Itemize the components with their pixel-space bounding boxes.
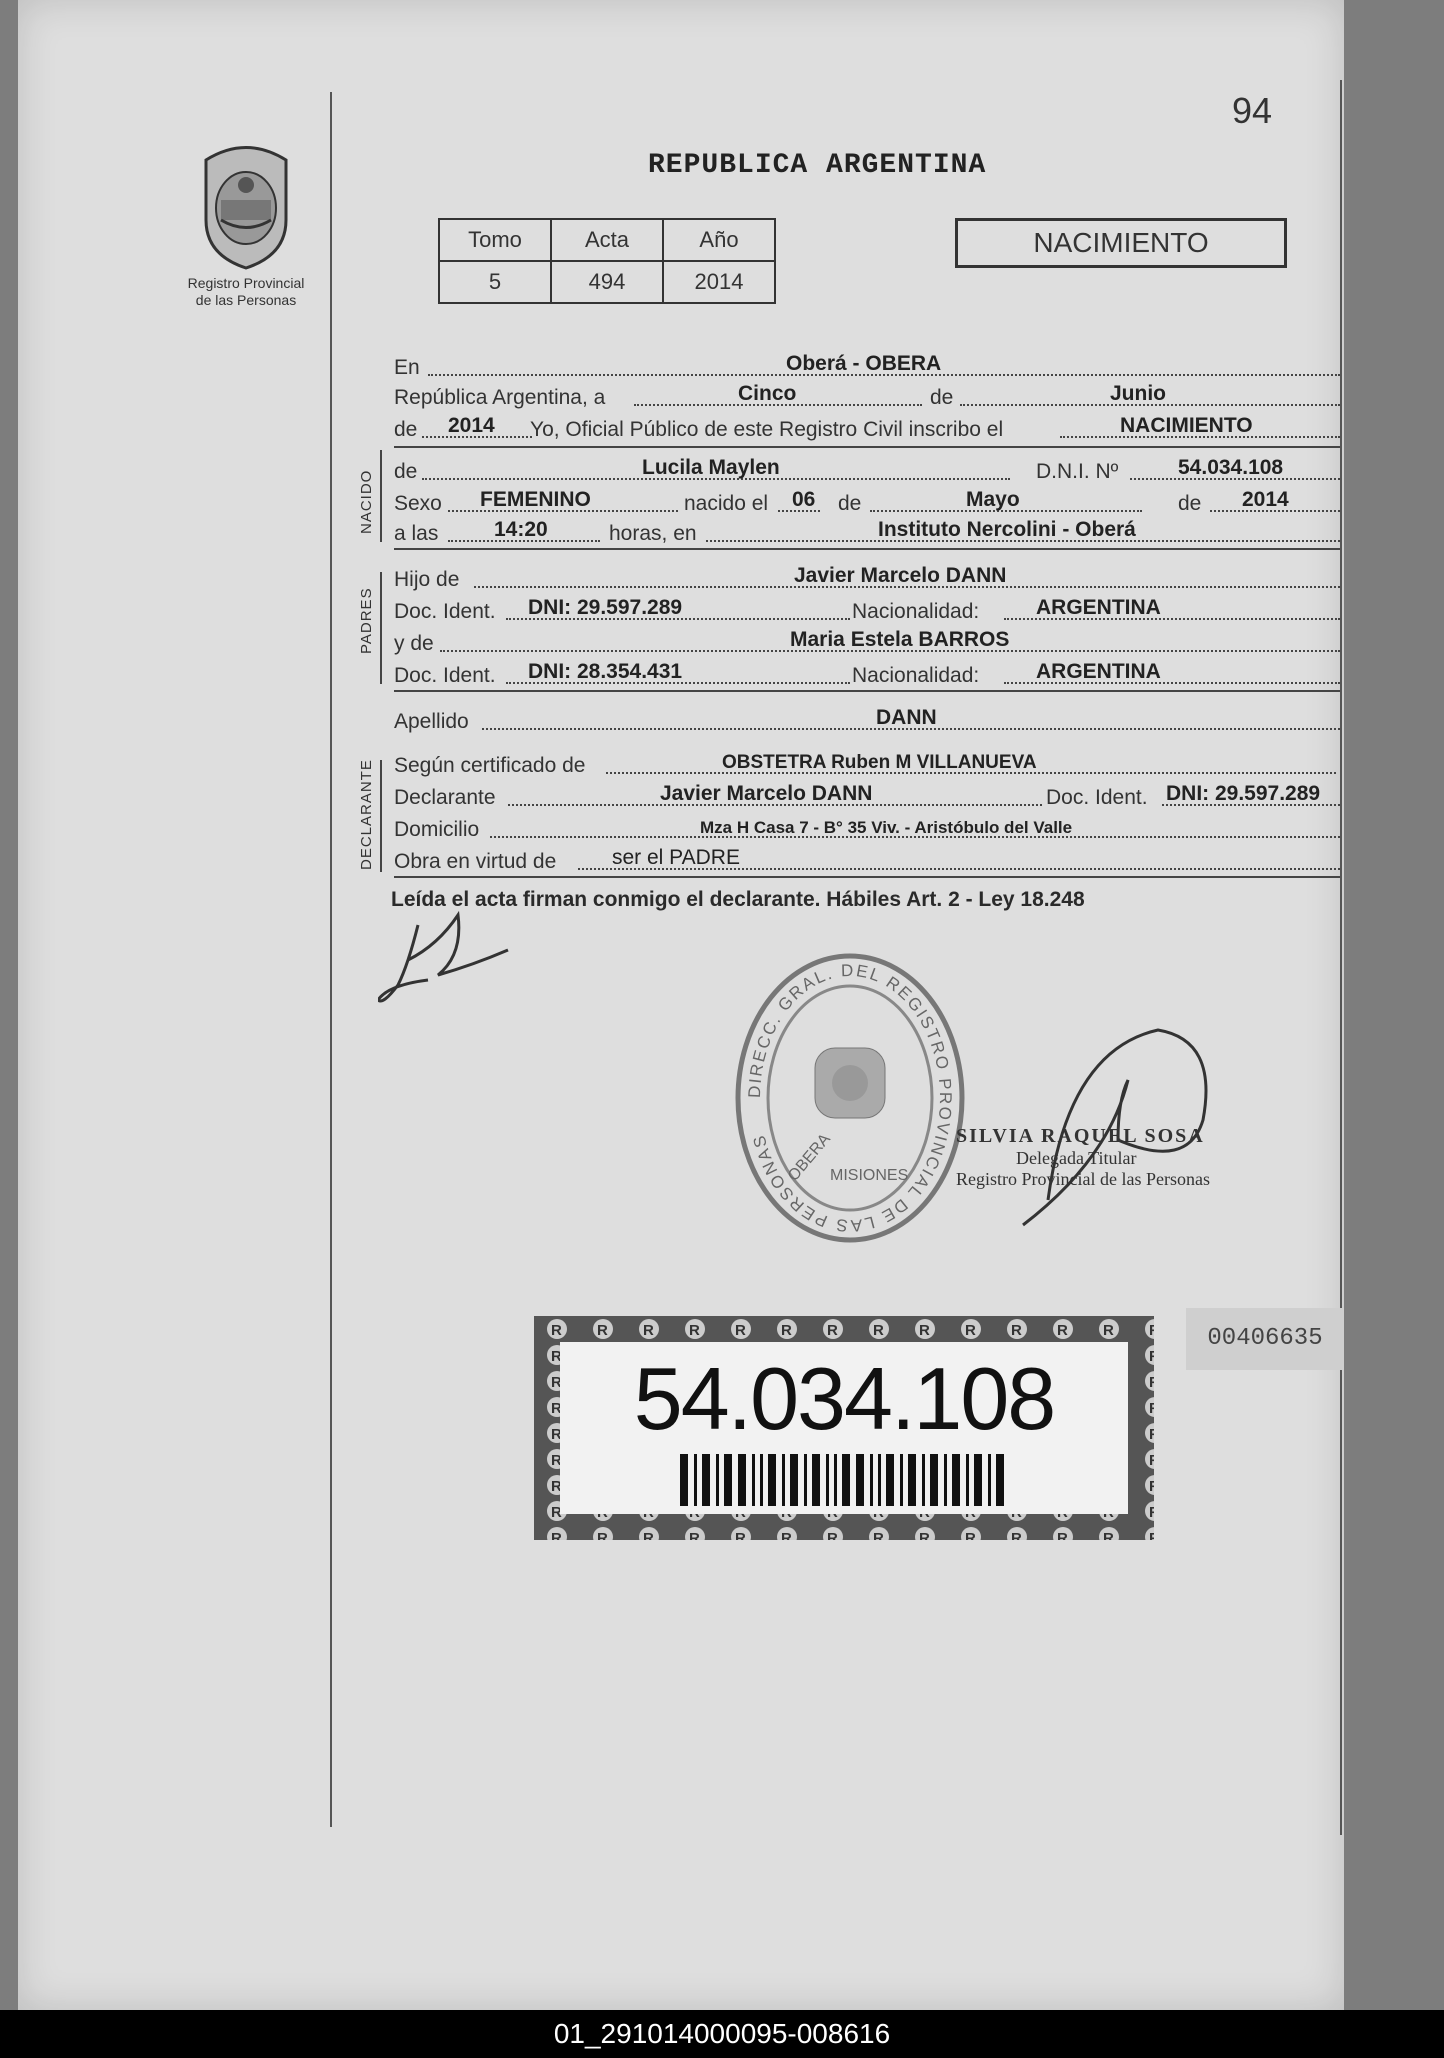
row-father xyxy=(394,564,1340,594)
value-father: Javier Marcelo DANN xyxy=(794,564,1007,587)
padres-bracket xyxy=(380,572,382,684)
left-margin-line xyxy=(330,92,332,1827)
row-obra xyxy=(394,846,1340,876)
row-certificado xyxy=(394,750,1340,780)
divider xyxy=(394,446,1340,448)
label-domicilio: Domicilio xyxy=(394,818,480,841)
value-domicilio: Mza H Casa 7 - B° 35 Viv. - Aristóbulo del Valle xyxy=(700,818,1073,837)
label-de-nacido: de xyxy=(394,460,418,483)
logo-line-1: Registro Provincial xyxy=(187,275,305,291)
value-father-nat: ARGENTINA xyxy=(1036,596,1161,619)
label-de-year: de xyxy=(394,418,418,441)
row-nacido-time xyxy=(394,518,1340,548)
divider xyxy=(394,548,1340,550)
label-mother-doc: Doc. Ident. xyxy=(394,664,496,687)
label-father-nat: Nacionalidad: xyxy=(852,600,980,623)
barcode-icon xyxy=(680,1454,1010,1506)
row-place xyxy=(394,352,1340,382)
statement-text: Yo, Oficial Público de este Registro Civil inscribo el xyxy=(530,418,1004,441)
signer-signature-icon xyxy=(1008,1010,1228,1230)
value-certificado: OBSTETRA Ruben M VILLANUEVA xyxy=(722,752,1037,773)
page-number: 94 xyxy=(1231,90,1272,131)
value-birth-month: Mayo xyxy=(966,488,1020,511)
value-acta: 494 xyxy=(551,261,663,303)
label-a-las: a las xyxy=(394,522,439,545)
value-anio: 2014 xyxy=(663,261,775,303)
value-nacido-name: Lucila Maylen xyxy=(642,456,780,479)
signer-role: Delegada Titular xyxy=(1016,1148,1137,1168)
header-acta: Acta xyxy=(551,219,663,261)
value-mother-nat: ARGENTINA xyxy=(1036,660,1161,683)
signer-org: Registro Provincial de las Personas xyxy=(956,1169,1210,1189)
signer-name: SILVIA RAQUEL SOSA xyxy=(956,1125,1205,1147)
document-title: REPUBLICA ARGENTINA xyxy=(648,150,987,181)
row-year xyxy=(394,414,1340,444)
row-mother xyxy=(394,628,1340,658)
dni-label-card xyxy=(534,1316,1154,1540)
nacido-label: NACIDO xyxy=(358,469,375,534)
value-month: Junio xyxy=(1110,382,1166,405)
row-nacido-name xyxy=(394,456,1340,486)
logo-line-2: de las Personas xyxy=(195,292,297,308)
dni-label-inner xyxy=(560,1342,1128,1514)
value-act: NACIMIENTO xyxy=(1120,414,1253,437)
padres-label: PADRES xyxy=(358,587,375,654)
value-tomo: 5 xyxy=(439,261,551,303)
seal-inner-bottom: MISIONES xyxy=(830,1167,909,1184)
label-sexo: Sexo xyxy=(394,492,442,515)
label-de-birth-month: de xyxy=(838,492,862,515)
provincia-misiones-seal-icon xyxy=(191,140,301,270)
value-birth-place: Instituto Nercolini - Oberá xyxy=(878,518,1136,541)
row-date xyxy=(394,382,1340,412)
value-father-doc: DNI: 29.597.289 xyxy=(528,596,683,619)
row-apellido xyxy=(394,706,1340,736)
value-day-words: Cinco xyxy=(738,382,797,405)
row-mother-doc xyxy=(394,660,1340,690)
row-declarante xyxy=(394,782,1340,812)
closing-text: Leída el acta firman conmigo el declarante. Hábiles Art. 2 - Ley 18.248 xyxy=(391,888,1085,911)
value-birth-year: 2014 xyxy=(1242,488,1289,511)
header-anio: Año xyxy=(663,219,775,261)
label-nacido-el: nacido el xyxy=(684,492,769,515)
official-seal-icon xyxy=(730,948,970,1248)
label-en: En xyxy=(394,356,420,379)
label-de-birth-year: de xyxy=(1178,492,1202,515)
seal-outer-text: DIRECC. GRAL. DEL REGISTRO PROVINCIAL DE LAS PERSONAS xyxy=(744,960,956,1236)
label-certificado: Según certificado de xyxy=(394,754,586,777)
label-father-doc: Doc. Ident. xyxy=(394,600,496,623)
scan-footer-id: 01_291014000095-008616 xyxy=(0,2010,1444,2058)
nacido-bracket xyxy=(380,450,382,542)
value-birth-day: 06 xyxy=(792,488,816,511)
document-page xyxy=(18,0,1344,2010)
label-horas: horas, en xyxy=(609,522,697,545)
label-dni: D.N.I. Nº xyxy=(1036,460,1119,483)
row-nacido-sex xyxy=(394,488,1340,518)
row-domicilio xyxy=(394,814,1340,844)
label-hijo-de: Hijo de xyxy=(394,568,460,591)
value-sexo: FEMENINO xyxy=(480,488,591,511)
value-nacido-dni: 54.034.108 xyxy=(1178,456,1284,479)
value-apellido: DANN xyxy=(876,706,937,729)
value-mother: Maria Estela BARROS xyxy=(790,628,1010,651)
label-declarante-doc: Doc. Ident. xyxy=(1046,786,1148,809)
control-number: 00406635 xyxy=(1186,1308,1344,1370)
label-obra: Obra en virtud de xyxy=(394,850,557,873)
row-father-doc xyxy=(394,596,1340,626)
registry-logo xyxy=(176,140,316,309)
value-obra: ser el PADRE xyxy=(612,846,740,869)
registry-table xyxy=(438,218,776,304)
label-declarante: Declarante xyxy=(394,786,496,809)
record-type-box: NACIMIENTO xyxy=(955,218,1287,268)
divider xyxy=(394,690,1340,692)
right-margin-line xyxy=(1340,80,1342,1835)
dni-number: 54.034.108 xyxy=(633,1349,1055,1448)
value-year: 2014 xyxy=(448,414,495,437)
seal-inner-top: OBERA xyxy=(784,1130,834,1185)
declarante-bracket xyxy=(380,760,382,872)
value-declarante-doc: DNI: 29.597.289 xyxy=(1166,782,1321,805)
label-de-month: de xyxy=(930,386,954,409)
declarante-label: DECLARANTE xyxy=(358,759,375,870)
label-apellido: Apellido xyxy=(394,710,469,733)
declarant-signature-icon xyxy=(378,905,518,1015)
label-y-de: y de xyxy=(394,632,434,655)
label-republica: República Argentina, a xyxy=(394,386,606,409)
value-declarante: Javier Marcelo DANN xyxy=(660,782,873,805)
signer-block xyxy=(956,1125,1210,1190)
value-place: Oberá - OBERA xyxy=(786,352,942,375)
header-tomo: Tomo xyxy=(439,219,551,261)
value-mother-doc: DNI: 28.354.431 xyxy=(528,660,683,683)
divider xyxy=(394,876,1340,878)
value-birth-time: 14:20 xyxy=(494,518,548,541)
label-mother-nat: Nacionalidad: xyxy=(852,664,980,687)
